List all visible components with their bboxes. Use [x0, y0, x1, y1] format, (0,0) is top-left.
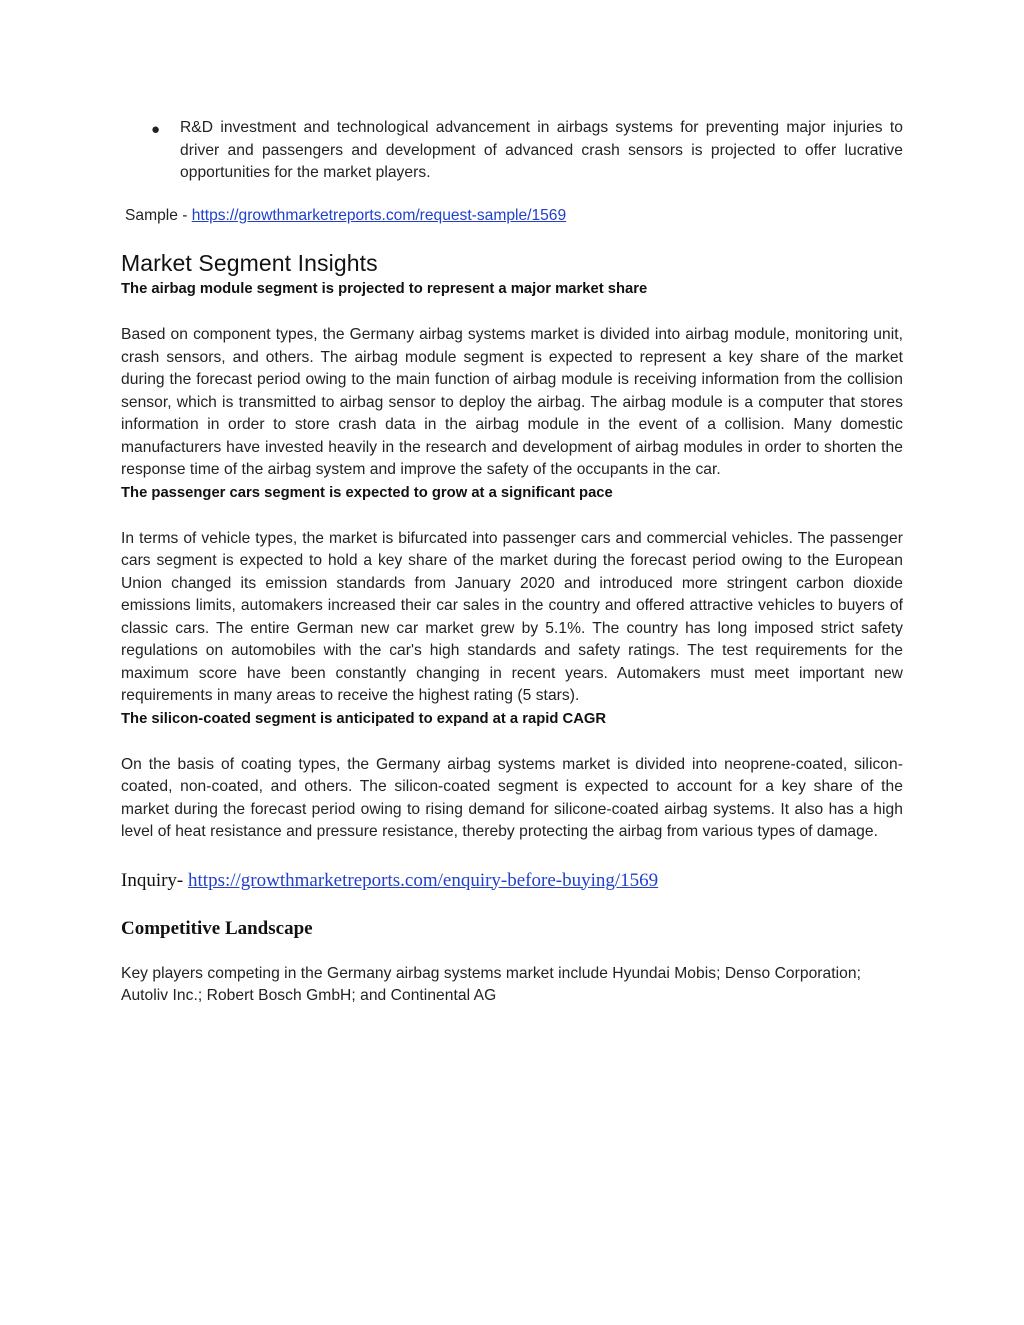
bullet-icon: ● [151, 121, 161, 138]
section-title: Market Segment Insights [121, 250, 378, 276]
sample-link[interactable]: https://growthmarketreports.com/request-sample/1569 [191, 206, 567, 224]
segment-body-silicon-coated: On the basis of coating types, the Germany airbag systems market is divided into neoprene-coated, silicon-coated, non-coated, and others. The silicon-coated segment is expected to account for a key share of the market during the forecast period owing to rising demand for silicone-coated airbag systems. It also has a high level of heat resistance and pressure resistance, thereby protecting the airbag from various types of damage. [121, 755, 903, 840]
inquiry-label: Inquiry- [121, 869, 189, 891]
competitive-title: Competitive Landscape [121, 917, 313, 939]
competitive-body: Key players competing in the Germany airbag systems market include Hyundai Mobis; Denso Corporation; Autoliv Inc.; Robert Bosch GmbH; and Continental AG [121, 964, 861, 1004]
inquiry-link[interactable]: https://growthmarketreports.com/enquiry-before-buying/1569 [188, 869, 659, 891]
sample-label: Sample - [125, 206, 192, 224]
document-content [121, 117, 903, 1008]
segment-title-passenger-cars: The passenger cars segment is expected to grow at a significant pace [121, 484, 613, 501]
segment-body-airbag-module: Based on component types, the Germany airbag systems market is divided into airbag module, monitoring unit, crash sensors, and others. The airbag module segment is expected to represent a key share of the market during the forecast period owing to the main function of airbag module is receiving information from the collision sensor, which is transmitted to airbag sensor to deploy the airbag. The airbag module is a computer that stores information in order to store crash data in the airbag module in the event of a collision. Many domestic manufacturers have invested heavily in the research and development of airbag modules in order to shorten the response time of the airbag system and improve the safety of the occupants in the car. [121, 326, 903, 478]
segment-title-silicon-coated: The silicon-coated segment is anticipated to expand at a rapid CAGR [121, 710, 607, 727]
bullet-text: R&D investment and technological advancement in airbags systems for preventing major injuries to driver and passengers and development of advanced crash sensors is projected to offer lucrative opportunities for the market players. [180, 119, 903, 181]
segment-body-passenger-cars: In terms of vehicle types, the market is bifurcated into passenger cars and commercial vehicles. The passenger cars segment is expected to hold a key share of the market during the forecast period owing to the European Union changed its emission standards from January 2020 and introduced more stringent carbon dioxide emissions limits, automakers increased their car sales in the country and offered attractive vehicles to buyers of classic cars. The entire German new car market grew by 5.1%. The country has long imposed strict safety regulations on automobiles with the car's high standards and safety ratings. The test requirements for the maximum score have been constantly changing in recent years. Automakers must meet important new requirements in many areas to receive the highest rating (5 stars). [121, 529, 903, 704]
inquiry-line [121, 868, 903, 894]
segment-title-airbag-module: The airbag module segment is projected to represent a major market share [121, 281, 648, 297]
bullet-list-item [121, 117, 903, 185]
sample-line [125, 205, 903, 228]
